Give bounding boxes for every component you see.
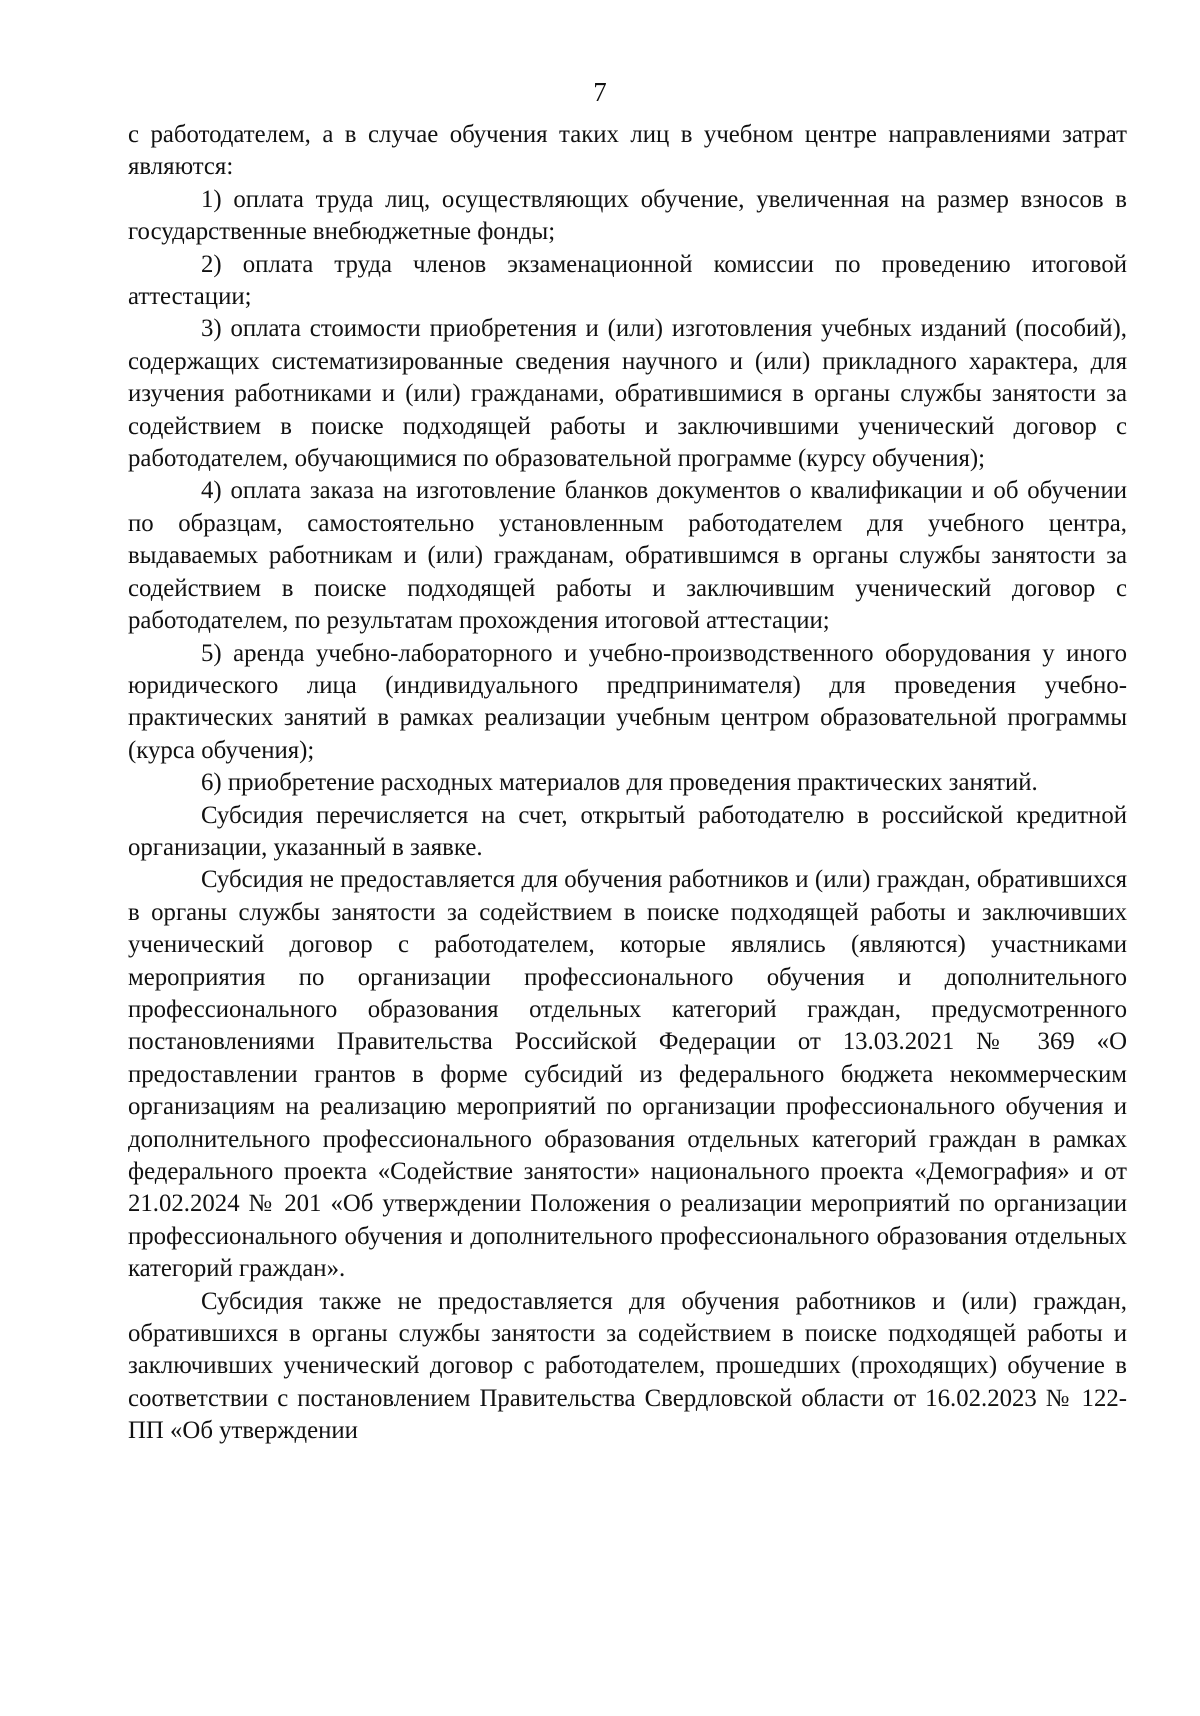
- list-item-1: 1) оплата труда лиц, осуществляющих обучение, увеличенная на размер взносов в государственные внебюджетные фонды;: [128, 185, 1127, 246]
- paragraph-continuation: с работодателем, а в случае обучения таких лиц в учебном центре направлениями затрат являются:: [128, 121, 1127, 181]
- list-item-5: 5) аренда учебно-лабораторного и учебно-производственного оборудования у иного юридического лица (индивидуального предпринимателя) для проведения учебно-практических занятий в рамках реализации учебным центром образовательной программы (курса обучения);: [128, 639, 1127, 764]
- document-body: [128, 119, 1127, 1448]
- paragraph-subsidy-exclusion: Субсидия не предоставляется для обучения работников и (или) граждан, обратившихся в органы службы занятости за содействием в поиске подходящей работы и заключивших ученический договор с работодателем, которые являлись (являются) участниками мероприятия по организации профессионального обучения и дополнительного профессионального образования отдельных категорий граждан, предусмотренного постановлениями Правительства Российской Федерации от 13.03.2021 № 369 «О предоставлении грантов в форме субсидий из федерального бюджета некоммерческим организациям на реализацию мероприятий по организации профессионального обучения и дополнительного профессионального образования отдельных категорий граждан в рамках федерального проекта «Содействие занятости» национального проекта «Демография» и от 21.02.2024 № 201 «Об утверждении Положения о реализации мероприятий по организации профессионального обучения и дополнительного профессионального образования отдельных категорий граждан».: [128, 866, 1127, 1283]
- list-item-6: 6) приобретение расходных материалов для проведения практических занятий.: [201, 769, 1038, 797]
- list-item-2: 2) оплата труда членов экзаменационной комиссии по проведению итоговой аттестации;: [128, 250, 1127, 311]
- page-number: 7: [593, 77, 607, 107]
- paragraph-subsidy-transfer: Субсидия перечисляется на счет, открытый работодателю в российской кредитной организации, указанный в заявке.: [128, 801, 1127, 861]
- list-item-4: 4) оплата заказа на изготовление бланков документов о квалификации и об обучении по образцам, самостоятельно установленным работодателем для учебного центра, выдаваемых работникам и (или) гражданам, обратившимся в органы службы занятости за содействием в поиске подходящей работы и заключившим ученический договор с работодателем, по результатам прохождения итоговой аттестации;: [128, 477, 1127, 635]
- paragraph-subsidy-exclusion-regional: Субсидия также не предоставляется для обучения работников и (или) граждан, обратившихся в органы службы занятости за содействием в поиске подходящей работы и заключивших ученический договор с работодателем, прошедших (проходящих) обучение в соответствии с постановлением Правительства Свердловской области от 16.02.2023 № 122-ПП «Об утверждении: [128, 1287, 1127, 1445]
- list-item-3: 3) оплата стоимости приобретения и (или) изготовления учебных изданий (пособий), содержащих систематизированные сведения научного и (или) прикладного характера, для изучения работниками и (или) гражданами, обратившимися в органы службы занятости за содействием в поиске подходящей работы и заключившими ученический договор с работодателем, обучающимися по образовательной программе (курсу обучения);: [128, 315, 1127, 473]
